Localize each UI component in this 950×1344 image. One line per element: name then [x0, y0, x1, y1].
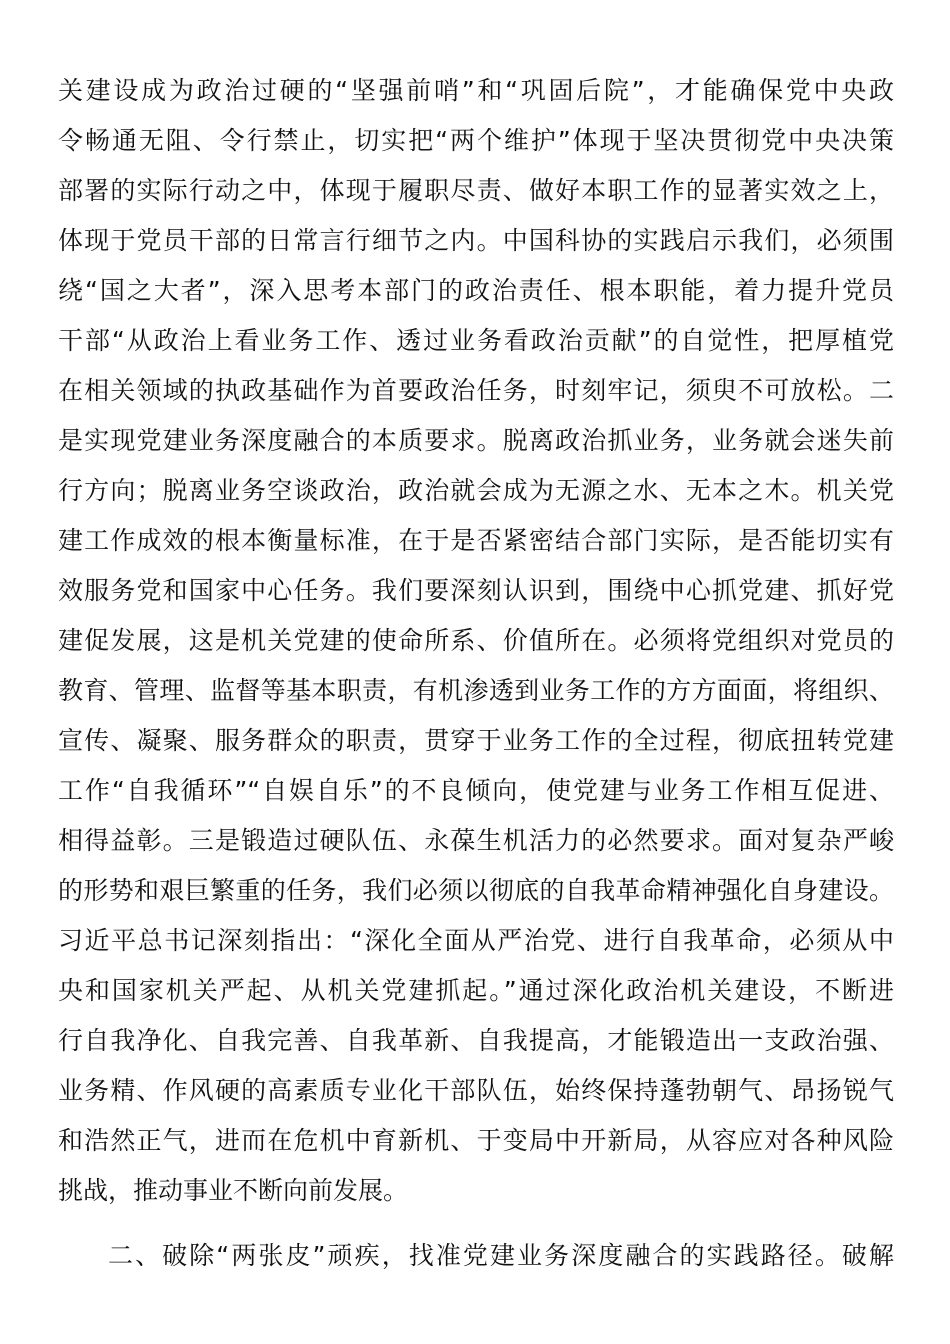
text-line: 在相关领域的执政基础作为首要政治任务，时刻牢记，须臾不可放松。二: [58, 376, 894, 405]
text-line: 令畅通无阻、令行禁止，切实把“两个维护”体现于坚决贯彻党中央决策: [58, 126, 894, 155]
section-heading-paragraph: [58, 1231, 894, 1281]
text-line: 和浩然正气，进而在危机中育新机、于变局中开新局，从容应对各种风险: [58, 1126, 894, 1155]
text-line: 挑战，推动事业不断向前发展。: [58, 1176, 409, 1205]
text-line: 央和国家机关严起、从机关党建抓起。”通过深化政治机关建设，不断进: [58, 976, 894, 1005]
text-line: 的形势和艰巨繁重的任务，我们必须以彻底的自我革命精神强化自身建设。: [58, 876, 894, 905]
paragraph-continued: [58, 66, 894, 1216]
text-line: 行自我净化、自我完善、自我革新、自我提高，才能锻造出一支政治强、: [58, 1026, 894, 1055]
text-line: 建工作成效的根本衡量标准，在于是否紧密结合部门实际，是否能切实有: [58, 526, 894, 555]
text-line: 教育、管理、监督等基本职责，有机渗透到业务工作的方方面面，将组织、: [58, 676, 894, 705]
text-line: 业务精、作风硬的高素质专业化干部队伍，始终保持蓬勃朝气、昂扬锐气: [58, 1076, 894, 1105]
text-line: 体现于党员干部的日常言行细节之内。中国科协的实践启示我们，必须围: [58, 226, 894, 255]
text-line: 部署的实际行动之中，体现于履职尽责、做好本职工作的显著实效之上，: [58, 176, 894, 205]
text-line: 行方向；脱离业务空谈政治，政治就会成为无源之水、无本之木。机关党: [58, 476, 894, 505]
text-line: 关建设成为政治过硬的“坚强前哨”和“巩固后院”，才能确保党中央政: [58, 76, 894, 105]
text-line: 效服务党和国家中心任务。我们要深刻认识到，围绕中心抓党建、抓好党: [58, 576, 894, 605]
document-body: [58, 66, 894, 1281]
text-line: 是实现党建业务深度融合的本质要求。脱离政治抓业务，业务就会迷失前: [58, 426, 894, 455]
text-line: 二、破除“两张皮”顽疾，找准党建业务深度融合的实践路径。破解: [108, 1241, 894, 1270]
text-line: 干部“从政治上看业务工作、透过业务看政治贡献”的自觉性，把厚植党: [58, 326, 894, 355]
text-line: 建促发展，这是机关党建的使命所系、价值所在。必须将党组织对党员的: [58, 626, 894, 655]
text-line: 工作“自我循环”“自娱自乐”的不良倾向，使党建与业务工作相互促进、: [58, 776, 894, 805]
text-line: 相得益彰。三是锻造过硬队伍、永葆生机活力的必然要求。面对复杂严峻: [58, 826, 894, 855]
text-line: 习近平总书记深刻指出：“深化全面从严治党、进行自我革命，必须从中: [58, 926, 894, 955]
text-line: 宣传、凝聚、服务群众的职责，贯穿于业务工作的全过程，彻底扭转党建: [58, 726, 894, 755]
text-line: 绕“国之大者”，深入思考本部门的政治责任、根本职能，着力提升党员: [58, 276, 894, 305]
